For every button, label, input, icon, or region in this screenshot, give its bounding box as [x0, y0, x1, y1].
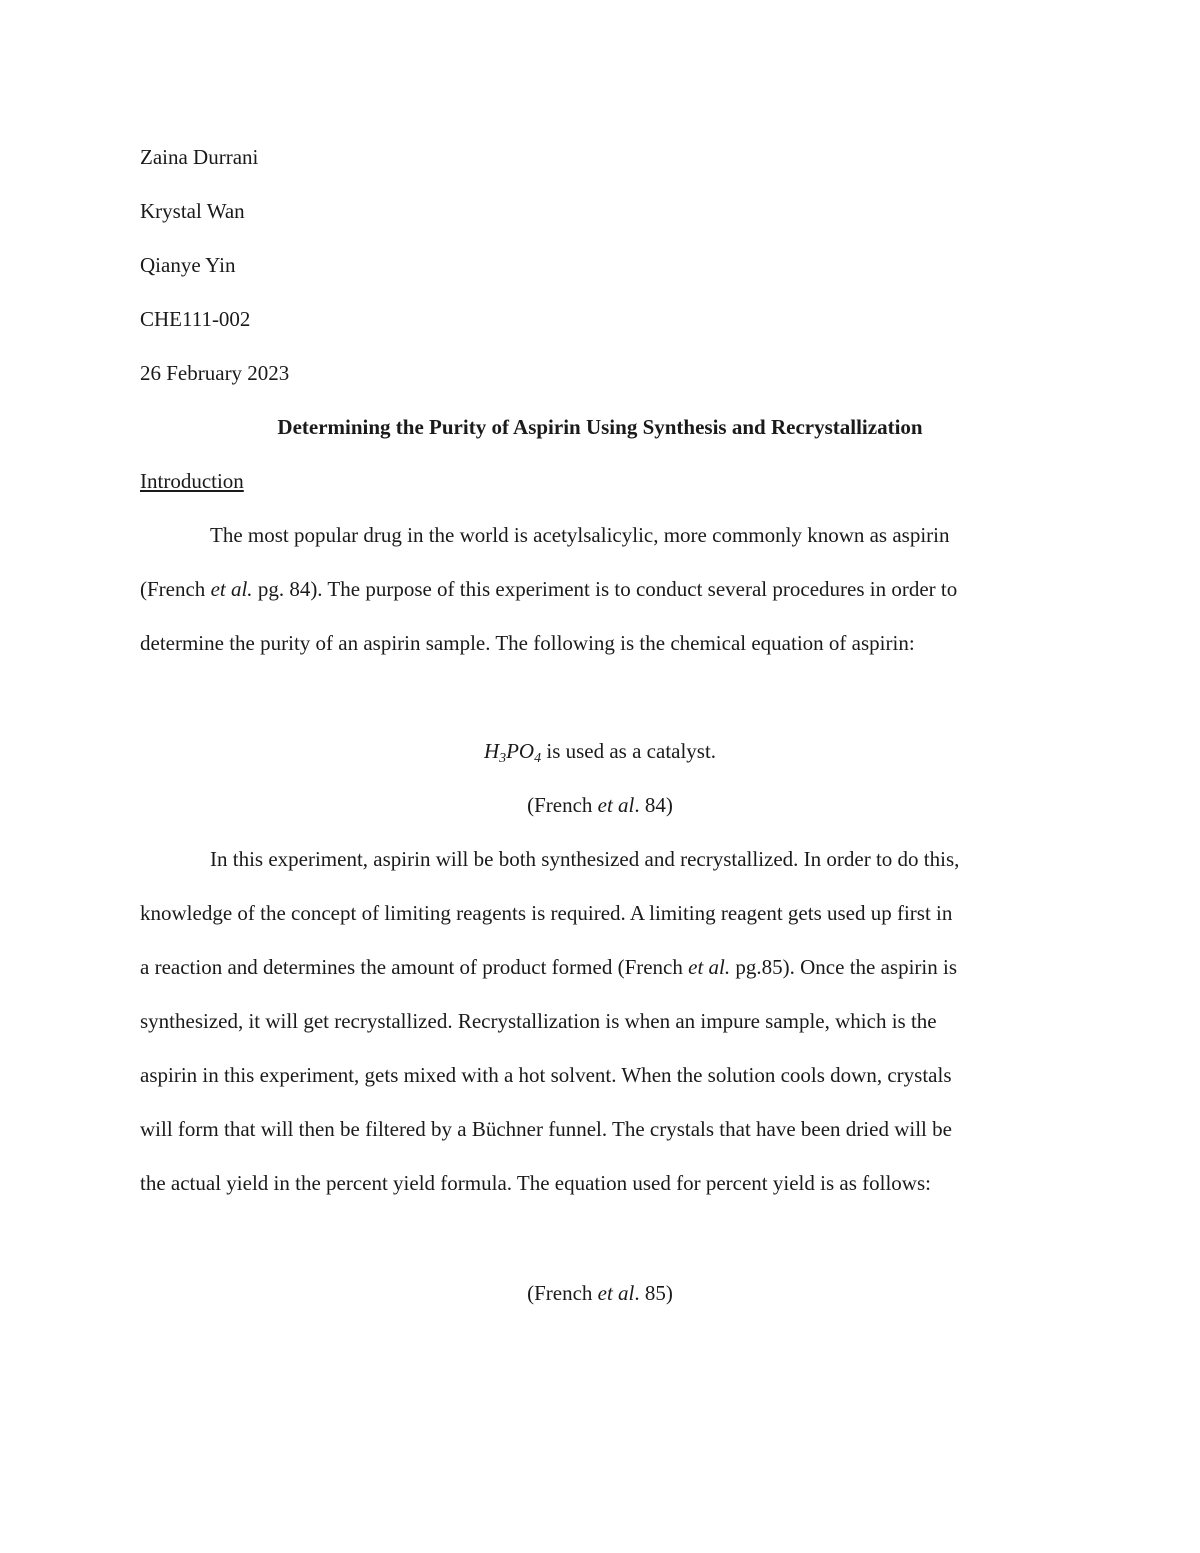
- text-run: . 84): [634, 793, 673, 817]
- intro-paragraph-2-line-3: [140, 954, 957, 980]
- text-run: (French: [527, 793, 598, 817]
- text-run: pg.85). Once the aspirin is: [730, 955, 958, 979]
- document-date: 26 February 2023: [140, 361, 290, 385]
- course-code: CHE111-002: [140, 307, 251, 331]
- citation-2: [140, 1280, 1060, 1306]
- et-al-italic: et al.: [688, 955, 731, 979]
- formula-h: H: [483, 739, 500, 763]
- intro-paragraph-2-line-4: synthesized, it will get recrystallized. Recrystallization is when an impure sample, which is the: [140, 1009, 937, 1033]
- intro-paragraph-2-line-7: the actual yield in the percent yield formula. The equation used for percent yield is as follows:: [140, 1171, 931, 1195]
- intro-paragraph-2-line-1: In this experiment, aspirin will be both synthesized and recrystallized. In order to do this,: [210, 847, 960, 871]
- intro-paragraph-1-line-2: [140, 576, 957, 602]
- formula-sub-3: 3: [499, 751, 507, 766]
- section-heading-introduction: Introduction: [140, 469, 244, 493]
- formula-sub-4: 4: [534, 751, 542, 766]
- citation-1: [140, 792, 1060, 818]
- intro-paragraph-2-line-2: knowledge of the concept of limiting reagents is required. A limiting reagent gets used up first in: [140, 901, 953, 925]
- text-run: pg. 84). The purpose of this experiment is to conduct several procedures in order to: [252, 577, 958, 601]
- document-title: Determining the Purity of Aspirin Using Synthesis and Recrystallization: [277, 415, 923, 439]
- author-name-2: Krystal Wan: [140, 199, 245, 223]
- text-run: a reaction and determines the amount of product formed (French: [140, 955, 689, 979]
- intro-paragraph-2-line-5: aspirin in this experiment, gets mixed with a hot solvent. When the solution cools down, crystals: [140, 1063, 952, 1087]
- intro-paragraph-1-line-3: determine the purity of an aspirin sample. The following is the chemical equation of aspirin:: [140, 631, 915, 655]
- author-name-3: Qianye Yin: [140, 253, 236, 277]
- text-run: (French: [527, 1281, 598, 1305]
- et-al-italic: et al: [597, 1281, 635, 1305]
- text-run: (French: [140, 577, 211, 601]
- et-al-italic: et al.: [210, 577, 253, 601]
- text-run: . 85): [634, 1281, 673, 1305]
- formula-po: PO: [506, 739, 535, 763]
- intro-paragraph-2-line-6: will form that will then be filtered by a Büchner funnel. The crystals that have been dried will be: [140, 1117, 952, 1141]
- author-name-1: Zaina Durrani: [140, 145, 259, 169]
- catalyst-text: is used as a catalyst.: [541, 739, 717, 763]
- catalyst-note: [140, 738, 1060, 764]
- et-al-italic: et al: [597, 793, 635, 817]
- intro-paragraph-1-line-1: The most popular drug in the world is acetylsalicylic, more commonly known as aspirin: [210, 523, 950, 547]
